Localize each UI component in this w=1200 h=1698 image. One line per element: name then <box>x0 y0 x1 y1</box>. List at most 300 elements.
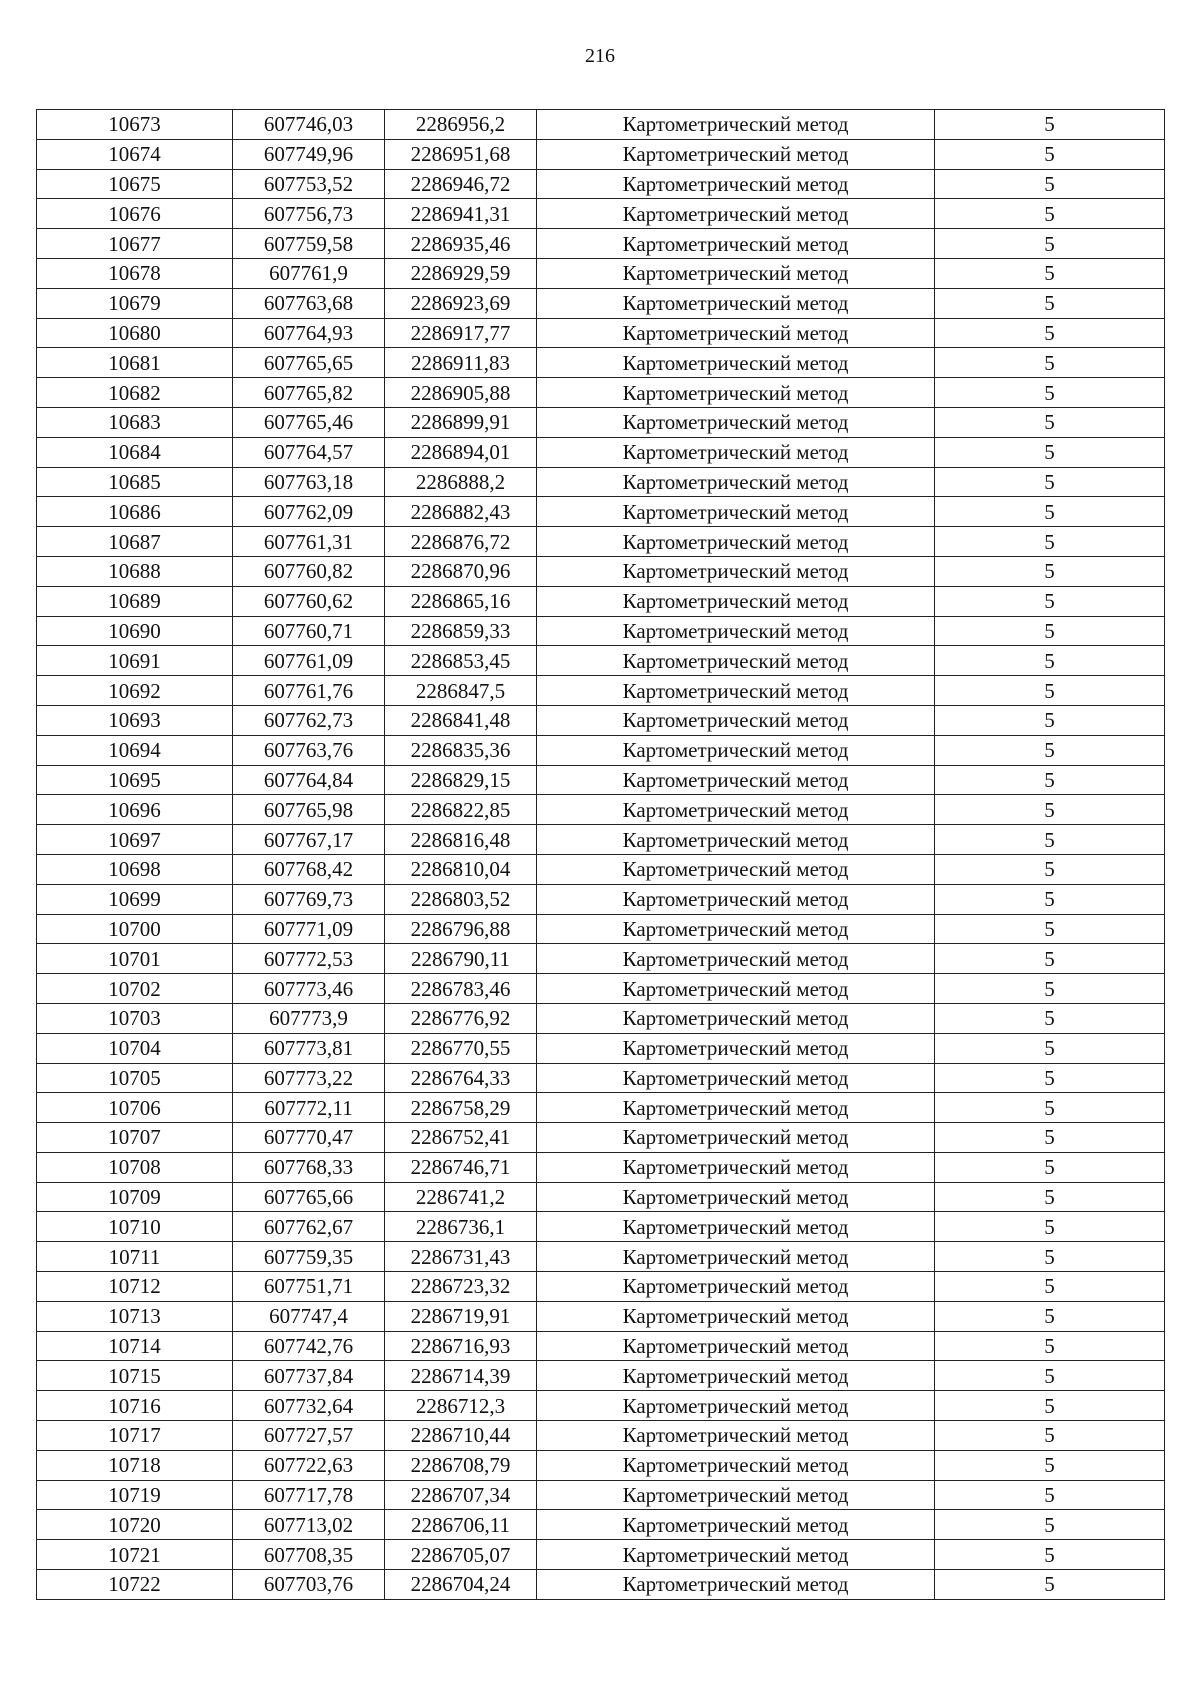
point-number-cell: 10694 <box>37 735 233 765</box>
point-number-cell: 10722 <box>37 1570 233 1600</box>
method-cell: Картометрический метод <box>537 765 935 795</box>
table-row <box>37 1450 1165 1480</box>
table-row <box>37 1331 1165 1361</box>
y-coordinate-cell: 2286719,91 <box>385 1301 537 1331</box>
y-coordinate-cell: 2286723,32 <box>385 1272 537 1302</box>
accuracy-cell: 5 <box>935 527 1165 557</box>
accuracy-cell: 5 <box>935 1331 1165 1361</box>
accuracy-cell: 5 <box>935 884 1165 914</box>
point-number-cell: 10708 <box>37 1152 233 1182</box>
point-number-cell: 10707 <box>37 1123 233 1153</box>
accuracy-cell: 5 <box>935 1033 1165 1063</box>
accuracy-cell: 5 <box>935 378 1165 408</box>
y-coordinate-cell: 2286876,72 <box>385 527 537 557</box>
point-number-cell: 10680 <box>37 318 233 348</box>
y-coordinate-cell: 2286847,5 <box>385 676 537 706</box>
table-row <box>37 1123 1165 1153</box>
method-cell: Картометрический метод <box>537 1480 935 1510</box>
x-coordinate-cell: 607769,73 <box>233 884 385 914</box>
y-coordinate-cell: 2286929,59 <box>385 258 537 288</box>
x-coordinate-cell: 607703,76 <box>233 1570 385 1600</box>
method-cell: Картометрический метод <box>537 974 935 1004</box>
point-number-cell: 10706 <box>37 1093 233 1123</box>
method-cell: Картометрический метод <box>537 1450 935 1480</box>
accuracy-cell: 5 <box>935 1182 1165 1212</box>
x-coordinate-cell: 607773,46 <box>233 974 385 1004</box>
table-row <box>37 1242 1165 1272</box>
accuracy-cell: 5 <box>935 705 1165 735</box>
table-row <box>37 795 1165 825</box>
table-row <box>37 944 1165 974</box>
table-row <box>37 1182 1165 1212</box>
y-coordinate-cell: 2286776,92 <box>385 1003 537 1033</box>
x-coordinate-cell: 607773,9 <box>233 1003 385 1033</box>
point-number-cell: 10690 <box>37 616 233 646</box>
x-coordinate-cell: 607770,47 <box>233 1123 385 1153</box>
accuracy-cell: 5 <box>935 1301 1165 1331</box>
method-cell: Картометрический метод <box>537 139 935 169</box>
y-coordinate-cell: 2286706,11 <box>385 1510 537 1540</box>
method-cell: Картометрический метод <box>537 1510 935 1540</box>
y-coordinate-cell: 2286865,16 <box>385 586 537 616</box>
table-row <box>37 407 1165 437</box>
x-coordinate-cell: 607753,52 <box>233 169 385 199</box>
y-coordinate-cell: 2286888,2 <box>385 467 537 497</box>
coordinates-table <box>36 109 1165 1600</box>
x-coordinate-cell: 607762,09 <box>233 497 385 527</box>
point-number-cell: 10716 <box>37 1391 233 1421</box>
x-coordinate-cell: 607765,82 <box>233 378 385 408</box>
y-coordinate-cell: 2286783,46 <box>385 974 537 1004</box>
y-coordinate-cell: 2286716,93 <box>385 1331 537 1361</box>
table-row <box>37 288 1165 318</box>
x-coordinate-cell: 607756,73 <box>233 199 385 229</box>
y-coordinate-cell: 2286870,96 <box>385 556 537 586</box>
x-coordinate-cell: 607751,71 <box>233 1272 385 1302</box>
accuracy-cell: 5 <box>935 1421 1165 1451</box>
method-cell: Картометрический метод <box>537 1152 935 1182</box>
y-coordinate-cell: 2286935,46 <box>385 229 537 259</box>
point-number-cell: 10711 <box>37 1242 233 1272</box>
method-cell: Картометрический метод <box>537 884 935 914</box>
x-coordinate-cell: 607708,35 <box>233 1540 385 1570</box>
accuracy-cell: 5 <box>935 139 1165 169</box>
table-row <box>37 1033 1165 1063</box>
accuracy-cell: 5 <box>935 735 1165 765</box>
accuracy-cell: 5 <box>935 974 1165 1004</box>
method-cell: Картометрический метод <box>537 825 935 855</box>
accuracy-cell: 5 <box>935 1570 1165 1600</box>
accuracy-cell: 5 <box>935 795 1165 825</box>
table-row <box>37 1510 1165 1540</box>
x-coordinate-cell: 607717,78 <box>233 1480 385 1510</box>
point-number-cell: 10701 <box>37 944 233 974</box>
point-number-cell: 10705 <box>37 1063 233 1093</box>
y-coordinate-cell: 2286803,52 <box>385 884 537 914</box>
y-coordinate-cell: 2286894,01 <box>385 437 537 467</box>
x-coordinate-cell: 607761,9 <box>233 258 385 288</box>
table-row <box>37 1063 1165 1093</box>
method-cell: Картометрический метод <box>537 318 935 348</box>
accuracy-cell: 5 <box>935 854 1165 884</box>
accuracy-cell: 5 <box>935 765 1165 795</box>
point-number-cell: 10681 <box>37 348 233 378</box>
accuracy-cell: 5 <box>935 1152 1165 1182</box>
method-cell: Картометрический метод <box>537 378 935 408</box>
table-row <box>37 229 1165 259</box>
point-number-cell: 10696 <box>37 795 233 825</box>
table-row <box>37 676 1165 706</box>
y-coordinate-cell: 2286859,33 <box>385 616 537 646</box>
accuracy-cell: 5 <box>935 497 1165 527</box>
table-row <box>37 527 1165 557</box>
y-coordinate-cell: 2286911,83 <box>385 348 537 378</box>
x-coordinate-cell: 607765,65 <box>233 348 385 378</box>
table-row <box>37 735 1165 765</box>
point-number-cell: 10700 <box>37 914 233 944</box>
table-row <box>37 318 1165 348</box>
y-coordinate-cell: 2286822,85 <box>385 795 537 825</box>
x-coordinate-cell: 607713,02 <box>233 1510 385 1540</box>
point-number-cell: 10689 <box>37 586 233 616</box>
accuracy-cell: 5 <box>935 1480 1165 1510</box>
method-cell: Картометрический метод <box>537 437 935 467</box>
method-cell: Картометрический метод <box>537 944 935 974</box>
method-cell: Картометрический метод <box>537 169 935 199</box>
accuracy-cell: 5 <box>935 348 1165 378</box>
y-coordinate-cell: 2286758,29 <box>385 1093 537 1123</box>
method-cell: Картометрический метод <box>537 1272 935 1302</box>
accuracy-cell: 5 <box>935 258 1165 288</box>
y-coordinate-cell: 2286835,36 <box>385 735 537 765</box>
y-coordinate-cell: 2286796,88 <box>385 914 537 944</box>
x-coordinate-cell: 607773,81 <box>233 1033 385 1063</box>
accuracy-cell: 5 <box>935 1450 1165 1480</box>
method-cell: Картометрический метод <box>537 676 935 706</box>
x-coordinate-cell: 607768,33 <box>233 1152 385 1182</box>
accuracy-cell: 5 <box>935 1510 1165 1540</box>
point-number-cell: 10715 <box>37 1361 233 1391</box>
y-coordinate-cell: 2286946,72 <box>385 169 537 199</box>
point-number-cell: 10692 <box>37 676 233 706</box>
table-row <box>37 765 1165 795</box>
method-cell: Картометрический метод <box>537 1331 935 1361</box>
method-cell: Картометрический метод <box>537 1003 935 1033</box>
y-coordinate-cell: 2286923,69 <box>385 288 537 318</box>
method-cell: Картометрический метод <box>537 1242 935 1272</box>
coordinates-table-body <box>37 110 1165 1600</box>
y-coordinate-cell: 2286951,68 <box>385 139 537 169</box>
accuracy-cell: 5 <box>935 556 1165 586</box>
table-row <box>37 378 1165 408</box>
x-coordinate-cell: 607759,58 <box>233 229 385 259</box>
x-coordinate-cell: 607763,68 <box>233 288 385 318</box>
y-coordinate-cell: 2286705,07 <box>385 1540 537 1570</box>
y-coordinate-cell: 2286941,31 <box>385 199 537 229</box>
accuracy-cell: 5 <box>935 1063 1165 1093</box>
table-row <box>37 139 1165 169</box>
y-coordinate-cell: 2286712,3 <box>385 1391 537 1421</box>
table-row <box>37 467 1165 497</box>
method-cell: Картометрический метод <box>537 110 935 140</box>
point-number-cell: 10683 <box>37 407 233 437</box>
x-coordinate-cell: 607773,22 <box>233 1063 385 1093</box>
x-coordinate-cell: 607746,03 <box>233 110 385 140</box>
table-row <box>37 646 1165 676</box>
point-number-cell: 10709 <box>37 1182 233 1212</box>
table-row <box>37 974 1165 1004</box>
page-number: 216 <box>585 45 615 67</box>
y-coordinate-cell: 2286790,11 <box>385 944 537 974</box>
method-cell: Картометрический метод <box>537 199 935 229</box>
table-row <box>37 556 1165 586</box>
point-number-cell: 10684 <box>37 437 233 467</box>
table-row <box>37 1093 1165 1123</box>
x-coordinate-cell: 607771,09 <box>233 914 385 944</box>
x-coordinate-cell: 607761,76 <box>233 676 385 706</box>
accuracy-cell: 5 <box>935 110 1165 140</box>
method-cell: Картометрический метод <box>537 795 935 825</box>
method-cell: Картометрический метод <box>537 527 935 557</box>
table-row <box>37 616 1165 646</box>
table-row <box>37 348 1165 378</box>
accuracy-cell: 5 <box>935 825 1165 855</box>
accuracy-cell: 5 <box>935 646 1165 676</box>
method-cell: Картометрический метод <box>537 735 935 765</box>
y-coordinate-cell: 2286917,77 <box>385 318 537 348</box>
point-number-cell: 10714 <box>37 1331 233 1361</box>
accuracy-cell: 5 <box>935 169 1165 199</box>
accuracy-cell: 5 <box>935 914 1165 944</box>
table-row <box>37 1570 1165 1600</box>
accuracy-cell: 5 <box>935 676 1165 706</box>
method-cell: Картометрический метод <box>537 407 935 437</box>
point-number-cell: 10713 <box>37 1301 233 1331</box>
table-row <box>37 1361 1165 1391</box>
method-cell: Картометрический метод <box>537 556 935 586</box>
x-coordinate-cell: 607772,53 <box>233 944 385 974</box>
y-coordinate-cell: 2286882,43 <box>385 497 537 527</box>
table-row <box>37 1391 1165 1421</box>
y-coordinate-cell: 2286853,45 <box>385 646 537 676</box>
point-number-cell: 10675 <box>37 169 233 199</box>
method-cell: Картометрический метод <box>537 586 935 616</box>
point-number-cell: 10699 <box>37 884 233 914</box>
x-coordinate-cell: 607742,76 <box>233 1331 385 1361</box>
y-coordinate-cell: 2286704,24 <box>385 1570 537 1600</box>
table-row <box>37 705 1165 735</box>
point-number-cell: 10676 <box>37 199 233 229</box>
table-row <box>37 1003 1165 1033</box>
y-coordinate-cell: 2286905,88 <box>385 378 537 408</box>
x-coordinate-cell: 607760,82 <box>233 556 385 586</box>
table-row <box>37 1272 1165 1302</box>
point-number-cell: 10685 <box>37 467 233 497</box>
y-coordinate-cell: 2286710,44 <box>385 1421 537 1451</box>
x-coordinate-cell: 607763,76 <box>233 735 385 765</box>
method-cell: Картометрический метод <box>537 467 935 497</box>
accuracy-cell: 5 <box>935 944 1165 974</box>
point-number-cell: 10674 <box>37 139 233 169</box>
y-coordinate-cell: 2286707,34 <box>385 1480 537 1510</box>
table-row <box>37 437 1165 467</box>
point-number-cell: 10719 <box>37 1480 233 1510</box>
table-row <box>37 1540 1165 1570</box>
method-cell: Картометрический метод <box>537 1212 935 1242</box>
accuracy-cell: 5 <box>935 437 1165 467</box>
point-number-cell: 10712 <box>37 1272 233 1302</box>
y-coordinate-cell: 2286746,71 <box>385 1152 537 1182</box>
x-coordinate-cell: 607722,63 <box>233 1450 385 1480</box>
accuracy-cell: 5 <box>935 1212 1165 1242</box>
method-cell: Картометрический метод <box>537 1093 935 1123</box>
accuracy-cell: 5 <box>935 229 1165 259</box>
table-row <box>37 258 1165 288</box>
x-coordinate-cell: 607763,18 <box>233 467 385 497</box>
x-coordinate-cell: 607764,93 <box>233 318 385 348</box>
method-cell: Картометрический метод <box>537 1570 935 1600</box>
method-cell: Картометрический метод <box>537 1540 935 1570</box>
method-cell: Картометрический метод <box>537 497 935 527</box>
x-coordinate-cell: 607760,71 <box>233 616 385 646</box>
table-row <box>37 199 1165 229</box>
x-coordinate-cell: 607732,64 <box>233 1391 385 1421</box>
y-coordinate-cell: 2286736,1 <box>385 1212 537 1242</box>
table-row <box>37 914 1165 944</box>
y-coordinate-cell: 2286741,2 <box>385 1182 537 1212</box>
accuracy-cell: 5 <box>935 1242 1165 1272</box>
accuracy-cell: 5 <box>935 1093 1165 1123</box>
point-number-cell: 10721 <box>37 1540 233 1570</box>
accuracy-cell: 5 <box>935 1272 1165 1302</box>
y-coordinate-cell: 2286714,39 <box>385 1361 537 1391</box>
method-cell: Картометрический метод <box>537 1361 935 1391</box>
method-cell: Картометрический метод <box>537 1421 935 1451</box>
table-row <box>37 825 1165 855</box>
point-number-cell: 10691 <box>37 646 233 676</box>
x-coordinate-cell: 607762,67 <box>233 1212 385 1242</box>
table-row <box>37 169 1165 199</box>
x-coordinate-cell: 607765,46 <box>233 407 385 437</box>
point-number-cell: 10678 <box>37 258 233 288</box>
x-coordinate-cell: 607727,57 <box>233 1421 385 1451</box>
method-cell: Картометрический метод <box>537 1063 935 1093</box>
y-coordinate-cell: 2286731,43 <box>385 1242 537 1272</box>
table-row <box>37 854 1165 884</box>
table-row <box>37 1301 1165 1331</box>
table-row <box>37 1212 1165 1242</box>
point-number-cell: 10717 <box>37 1421 233 1451</box>
x-coordinate-cell: 607761,09 <box>233 646 385 676</box>
table-row <box>37 884 1165 914</box>
accuracy-cell: 5 <box>935 1123 1165 1153</box>
accuracy-cell: 5 <box>935 1003 1165 1033</box>
y-coordinate-cell: 2286816,48 <box>385 825 537 855</box>
point-number-cell: 10698 <box>37 854 233 884</box>
table-row <box>37 110 1165 140</box>
accuracy-cell: 5 <box>935 318 1165 348</box>
method-cell: Картометрический метод <box>537 854 935 884</box>
y-coordinate-cell: 2286764,33 <box>385 1063 537 1093</box>
x-coordinate-cell: 607749,96 <box>233 139 385 169</box>
y-coordinate-cell: 2286829,15 <box>385 765 537 795</box>
method-cell: Картометрический метод <box>537 258 935 288</box>
point-number-cell: 10710 <box>37 1212 233 1242</box>
point-number-cell: 10704 <box>37 1033 233 1063</box>
method-cell: Картометрический метод <box>537 288 935 318</box>
x-coordinate-cell: 607764,84 <box>233 765 385 795</box>
method-cell: Картометрический метод <box>537 1033 935 1063</box>
point-number-cell: 10703 <box>37 1003 233 1033</box>
method-cell: Картометрический метод <box>537 1301 935 1331</box>
accuracy-cell: 5 <box>935 288 1165 318</box>
x-coordinate-cell: 607761,31 <box>233 527 385 557</box>
table-row <box>37 1480 1165 1510</box>
method-cell: Картометрический метод <box>537 646 935 676</box>
method-cell: Картометрический метод <box>537 705 935 735</box>
accuracy-cell: 5 <box>935 1361 1165 1391</box>
x-coordinate-cell: 607737,84 <box>233 1361 385 1391</box>
point-number-cell: 10695 <box>37 765 233 795</box>
x-coordinate-cell: 607764,57 <box>233 437 385 467</box>
point-number-cell: 10702 <box>37 974 233 1004</box>
y-coordinate-cell: 2286708,79 <box>385 1450 537 1480</box>
table-row <box>37 497 1165 527</box>
accuracy-cell: 5 <box>935 407 1165 437</box>
x-coordinate-cell: 607765,66 <box>233 1182 385 1212</box>
method-cell: Картометрический метод <box>537 616 935 646</box>
accuracy-cell: 5 <box>935 616 1165 646</box>
point-number-cell: 10697 <box>37 825 233 855</box>
table-row <box>37 586 1165 616</box>
point-number-cell: 10693 <box>37 705 233 735</box>
accuracy-cell: 5 <box>935 467 1165 497</box>
table-row <box>37 1152 1165 1182</box>
y-coordinate-cell: 2286752,41 <box>385 1123 537 1153</box>
x-coordinate-cell: 607772,11 <box>233 1093 385 1123</box>
point-number-cell: 10679 <box>37 288 233 318</box>
method-cell: Картометрический метод <box>537 229 935 259</box>
point-number-cell: 10718 <box>37 1450 233 1480</box>
x-coordinate-cell: 607760,62 <box>233 586 385 616</box>
point-number-cell: 10686 <box>37 497 233 527</box>
method-cell: Картометрический метод <box>537 914 935 944</box>
y-coordinate-cell: 2286770,55 <box>385 1033 537 1063</box>
y-coordinate-cell: 2286899,91 <box>385 407 537 437</box>
point-number-cell: 10682 <box>37 378 233 408</box>
x-coordinate-cell: 607767,17 <box>233 825 385 855</box>
table-row <box>37 1421 1165 1451</box>
y-coordinate-cell: 2286810,04 <box>385 854 537 884</box>
point-number-cell: 10673 <box>37 110 233 140</box>
x-coordinate-cell: 607759,35 <box>233 1242 385 1272</box>
point-number-cell: 10687 <box>37 527 233 557</box>
point-number-cell: 10688 <box>37 556 233 586</box>
x-coordinate-cell: 607747,4 <box>233 1301 385 1331</box>
method-cell: Картометрический метод <box>537 348 935 378</box>
y-coordinate-cell: 2286956,2 <box>385 110 537 140</box>
accuracy-cell: 5 <box>935 586 1165 616</box>
accuracy-cell: 5 <box>935 1540 1165 1570</box>
x-coordinate-cell: 607768,42 <box>233 854 385 884</box>
method-cell: Картометрический метод <box>537 1182 935 1212</box>
point-number-cell: 10720 <box>37 1510 233 1540</box>
x-coordinate-cell: 607762,73 <box>233 705 385 735</box>
y-coordinate-cell: 2286841,48 <box>385 705 537 735</box>
x-coordinate-cell: 607765,98 <box>233 795 385 825</box>
method-cell: Картометрический метод <box>537 1123 935 1153</box>
accuracy-cell: 5 <box>935 199 1165 229</box>
